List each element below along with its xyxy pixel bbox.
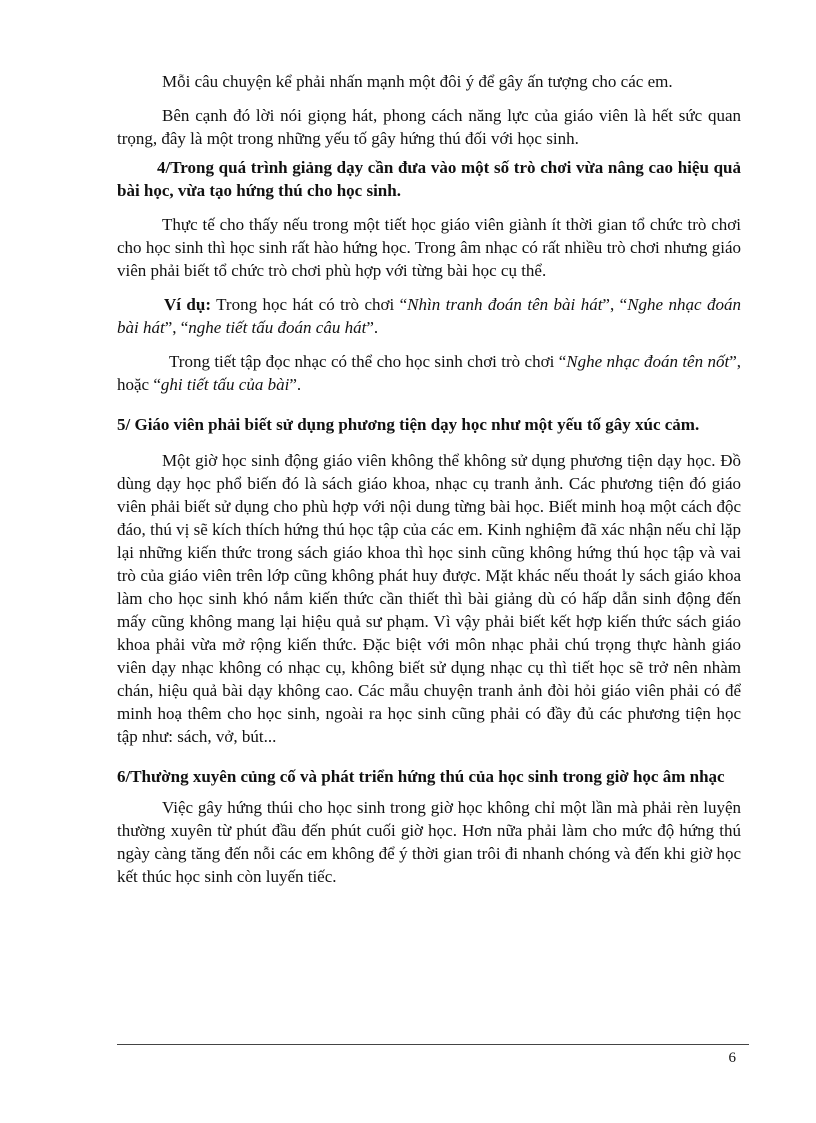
paragraph-storytelling: Mỗi câu chuyện kể phải nhấn mạnh một đôi ý để gây ấn tượng cho các em. — [162, 72, 673, 91]
example-game-3: nghe tiết tấu đoán câu hát — [188, 318, 367, 337]
paragraph-games: Thực tế cho thấy nếu trong một tiết học giáo viên giành ít thời gian tổ chức trò chơi cho học sinh thì học sinh rất hào hứng học. Trong âm nhạc có rất nhiều trò chơi nhưng giáo viên phải biết tổ chức trò chơi phù hợp với từng bài học cụ thể. — [117, 215, 741, 280]
example-sep-2: ”, “ — [164, 318, 189, 337]
example-label: Ví dụ: — [164, 295, 211, 314]
page-number: 6 — [728, 1050, 736, 1066]
heading-section-5: 5/ Giáo viên phải biết sử dụng phương tiện dạy học như một yếu tố gây xúc cảm. — [117, 415, 700, 434]
paragraph-sight-reading — [117, 350, 741, 396]
example-sep-1: ”, “ — [602, 295, 628, 314]
sight-reading-game-2: ghi tiết tấu của bài — [160, 375, 290, 394]
paragraph-teacher-voice: Bên cạnh đó lời nói giọng hát, phong cách năng lực của giáo viên là hết sức quan trọng, đây là một trong những yếu tố gây hứng thú đối với học sinh. — [117, 106, 741, 148]
paragraph-example — [117, 293, 741, 339]
example-end: ”. — [366, 318, 379, 337]
footer-divider — [117, 1044, 749, 1045]
sight-reading-text: Trong tiết tập đọc nhạc có thể cho học sinh chơi trò chơi “ — [169, 352, 567, 371]
document-body — [117, 70, 741, 888]
heading-section-6: 6/Thường xuyên củng cố và phát triển hứng thú của học sinh trong giờ học âm nhạc — [117, 767, 725, 786]
sight-reading-game-1: Nghe nhạc đoán tên nốt — [566, 352, 730, 371]
heading-section-4: 4/Trong quá trình giảng dạy cần đưa vào một số trò chơi vừa nâng cao hiệu quả bài học, vừa tạo hứng thú cho học sinh. — [117, 158, 741, 200]
paragraph-teaching-aids: Một giờ học sinh động giáo viên không thể không sử dụng phương tiện dạy học. Đồ dùng dạy học phổ biến đó là sách giáo khoa, nhạc cụ tranh ảnh. Các phương tiện đó giáo viên phải biết sử dụng cho phù hợp với nội dung từng bài học. Biết minh hoạ một cách độc đáo, thú vị sẽ kích thích hứng thú học tập của các em. Kinh nghiệm đã xác nhận nếu chỉ lặp lại những kiến thức trong sách giáo khoa thì học sinh cũng không hứng thú học tập và vai trò của giáo viên trên lớp cũng không phát huy được. Mặt khác nếu thoát ly sách giáo khoa làm cho học sinh khó nắm kiến thức cần thiết thì bài giảng dù có hấp dẫn sinh động đến mấy cũng không mang lại hiệu quả sư phạm. Vì vậy phải biết kết hợp kiến thức sách giáo khoa phải vừa mở rộng kiến thức. Đặc biệt với môn nhạc phải chú trọng thực hành giáo viên dạy nhạc không có nhạc cụ, không biết sử dụng nhạc cụ thì tiết học sẽ trở nên nhàm chán, hiệu quả bài dạy không cao. Các mẫu chuyện tranh ảnh đòi hỏi giáo viên phải có để minh hoạ thêm cho học sinh, ngoài ra học sinh cũng phải có đầy đủ các phương tiện học tập như: sách, vở, bút... — [117, 451, 741, 746]
example-game-2: Nghe nhạc đoán bài hát — [117, 295, 741, 337]
paragraph-sustain-interest: Việc gây hứng thúi cho học sinh trong giờ học không chỉ một lần mà phải rèn luyện thường xuyên từ phút đầu đến phút cuối giờ học. Hơn nữa phải làm cho mức độ hứng thú ngày càng tăng đến nỗi các em không để ý thời gian trôi đi nhanh chóng và đến khi giờ học kết thúc học sinh còn luyến tiếc. — [117, 798, 741, 886]
example-text: Trong học hát có trò chơi “ — [211, 295, 408, 314]
sight-reading-sep: ”, hoặc “ — [117, 352, 742, 394]
sight-reading-end: ”. — [289, 375, 302, 394]
example-game-1: Nhìn tranh đoán tên bài hát — [407, 295, 603, 314]
